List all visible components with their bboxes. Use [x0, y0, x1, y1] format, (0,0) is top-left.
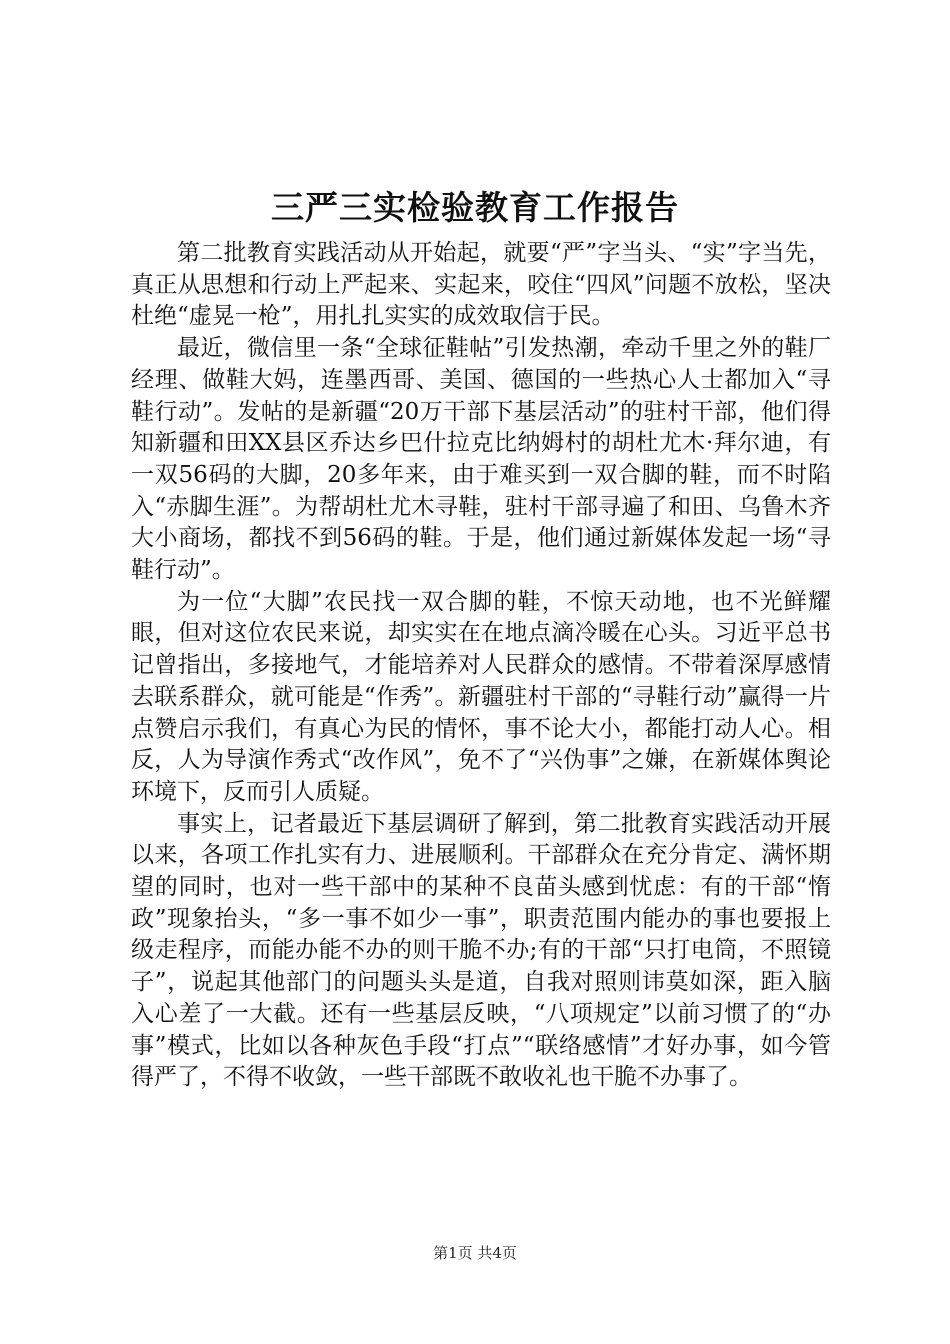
paragraph: 第二批教育实践活动从开始起，就要“严”字当头、“实”字当先，真正从思想和行动上严起来、实起来，咬住“四风”问题不放松，坚决杜绝“虚晃一枪”，用扎扎实实的成效取信于民。 — [131, 240, 831, 330]
paragraph: 事实上，记者最近下基层调研了解到，第二批教育实践活动开展以来，各项工作扎实有力、进展顺利。干部群众在充分肯定、满怀期望的同时，也对一些干部中的某种不良苗头感到忧虑：有的干部“惰政”现象抬头，“多一事不如少一事”，职责范围内能办的事也要报上级走程序，而能办能不办的则干脆不办;有的干部“只打电筒，不照镜子”，说起其他部门的问题头头是道，自我对照则讳莫如深，距入脑入心差了一大截。还有一些基层反映，“八项规定”以前习惯了的“办事”模式，比如以各种灰色手段“打点”“联络感情”才好办事，如今管得严了，不得不收敛，一些干部既不敢收礼也干脆不办事了。 — [131, 810, 831, 1091]
document-body — [131, 238, 831, 1094]
paragraph: 为一位“大脚”农民找一双合脚的鞋，不惊天动地，也不光鲜耀眼，但对这位农民来说，却实实在在地点滴冷暖在心头。习近平总书记曾指出，多接地气，才能培养对人民群众的感情。不带着深厚感情去联系群众，就可能是“作秀”。新疆驻村干部的“寻鞋行动”赢得一片点赞启示我们，有真心为民的情怀，事不论大小，都能打动人心。相反，人为导演作秀式“改作风”，免不了“兴伪事”之嫌，在新媒体舆论环境下，反而引人质疑。 — [131, 588, 831, 805]
page-footer: 第1页 共4页 — [433, 1244, 517, 1262]
paragraph: 最近，微信里一条“全球征鞋帖”引发热潮，牵动千里之外的鞋厂经理、做鞋大妈，连墨西哥、美国、德国的一些热心人士都加入“寻鞋行动”。发帖的是新疆“20万干部下基层活动”的驻村干部，他们得知新疆和田XX县区乔达乡巴什拉克比纳姆村的胡杜尤木·拜尔迪，有一双56码的大脚，20多年来，由于难买到一双合脚的鞋，而不时陷入“赤脚生涯”。为帮胡杜尤木寻鞋，驻村干部寻遍了和田、乌鲁木齐大小商场，都找不到56码的鞋。于是，他们通过新媒体发起一场“寻鞋行动”。 — [131, 335, 831, 584]
document-title: 三严三实检验教育工作报告 — [271, 188, 679, 227]
